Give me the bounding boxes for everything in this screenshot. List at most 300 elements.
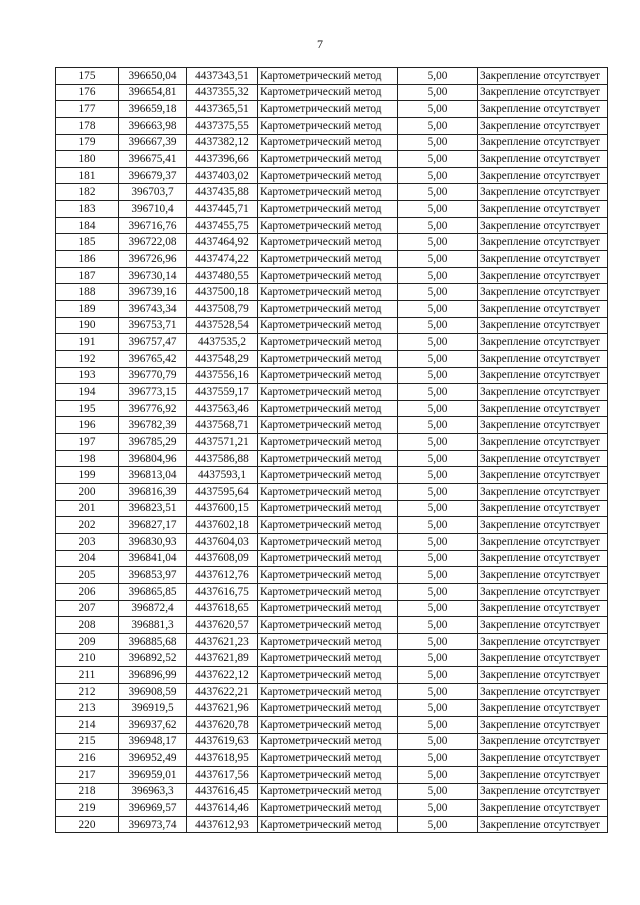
point-number-cell: 198 [56, 450, 119, 467]
accuracy-cell: 5,00 [398, 567, 478, 584]
point-number-cell: 178 [56, 117, 119, 134]
x-coordinate-cell: 396659,18 [119, 101, 187, 118]
fixation-cell: Закрепление отсутствует [478, 816, 608, 833]
fixation-cell: Закрепление отсутствует [478, 517, 608, 534]
method-cell: Картометрический метод [258, 484, 398, 501]
accuracy-cell: 5,00 [398, 167, 478, 184]
y-coordinate-cell: 4437622,12 [187, 667, 258, 684]
x-coordinate-cell: 396872,4 [119, 600, 187, 617]
fixation-cell: Закрепление отсутствует [478, 583, 608, 600]
fixation-cell: Закрепление отсутствует [478, 167, 608, 184]
y-coordinate-cell: 4437616,45 [187, 783, 258, 800]
x-coordinate-cell: 396919,5 [119, 700, 187, 717]
method-cell: Картометрический метод [258, 816, 398, 833]
method-cell: Картометрический метод [258, 533, 398, 550]
point-number-cell: 176 [56, 84, 119, 101]
table-row [56, 101, 608, 118]
y-coordinate-cell: 4437608,09 [187, 550, 258, 567]
y-coordinate-cell: 4437612,76 [187, 567, 258, 584]
coordinates-table [55, 67, 608, 833]
x-coordinate-cell: 396963,3 [119, 783, 187, 800]
x-coordinate-cell: 396948,17 [119, 733, 187, 750]
fixation-cell: Закрепление отсутствует [478, 267, 608, 284]
accuracy-cell: 5,00 [398, 750, 478, 767]
y-coordinate-cell: 4437556,16 [187, 367, 258, 384]
method-cell: Картометрический метод [258, 467, 398, 484]
fixation-cell: Закрепление отсутствует [478, 284, 608, 301]
method-cell: Картометрический метод [258, 134, 398, 151]
fixation-cell: Закрепление отсутствует [478, 450, 608, 467]
method-cell: Картометрический метод [258, 117, 398, 134]
accuracy-cell: 5,00 [398, 151, 478, 168]
method-cell: Картометрический метод [258, 350, 398, 367]
point-number-cell: 175 [56, 68, 119, 85]
y-coordinate-cell: 4437619,63 [187, 733, 258, 750]
method-cell: Картометрический метод [258, 600, 398, 617]
x-coordinate-cell: 396663,98 [119, 117, 187, 134]
x-coordinate-cell: 396853,97 [119, 567, 187, 584]
y-coordinate-cell: 4437455,75 [187, 217, 258, 234]
fixation-cell: Закрепление отсутствует [478, 766, 608, 783]
table-row [56, 151, 608, 168]
y-coordinate-cell: 4437622,21 [187, 683, 258, 700]
accuracy-cell: 5,00 [398, 500, 478, 517]
accuracy-cell: 5,00 [398, 766, 478, 783]
table-row [56, 217, 608, 234]
fixation-cell: Закрепление отсутствует [478, 617, 608, 634]
table-row [56, 816, 608, 833]
method-cell: Картометрический метод [258, 766, 398, 783]
fixation-cell: Закрепление отсутствует [478, 500, 608, 517]
point-number-cell: 209 [56, 633, 119, 650]
y-coordinate-cell: 4437621,23 [187, 633, 258, 650]
accuracy-cell: 5,00 [398, 300, 478, 317]
point-number-cell: 214 [56, 716, 119, 733]
y-coordinate-cell: 4437500,18 [187, 284, 258, 301]
table-row [56, 733, 608, 750]
x-coordinate-cell: 396773,15 [119, 384, 187, 401]
point-number-cell: 180 [56, 151, 119, 168]
y-coordinate-cell: 4437600,15 [187, 500, 258, 517]
table-row [56, 400, 608, 417]
fixation-cell: Закрепление отсутствует [478, 633, 608, 650]
y-coordinate-cell: 4437604,03 [187, 533, 258, 550]
x-coordinate-cell: 396885,68 [119, 633, 187, 650]
page-number: 7 [317, 37, 323, 51]
method-cell: Картометрический метод [258, 434, 398, 451]
accuracy-cell: 5,00 [398, 317, 478, 334]
y-coordinate-cell: 4437614,46 [187, 800, 258, 817]
x-coordinate-cell: 396952,49 [119, 750, 187, 767]
y-coordinate-cell: 4437617,56 [187, 766, 258, 783]
point-number-cell: 219 [56, 800, 119, 817]
table-row [56, 766, 608, 783]
y-coordinate-cell: 4437403,02 [187, 167, 258, 184]
accuracy-cell: 5,00 [398, 367, 478, 384]
fixation-cell: Закрепление отсутствует [478, 417, 608, 434]
fixation-cell: Закрепление отсутствует [478, 117, 608, 134]
table-row [56, 716, 608, 733]
table-row [56, 517, 608, 534]
fixation-cell: Закрепление отсутствует [478, 134, 608, 151]
y-coordinate-cell: 4437620,57 [187, 617, 258, 634]
method-cell: Картометрический метод [258, 217, 398, 234]
y-coordinate-cell: 4437568,71 [187, 417, 258, 434]
accuracy-cell: 5,00 [398, 617, 478, 634]
method-cell: Картометрический метод [258, 234, 398, 251]
x-coordinate-cell: 396908,59 [119, 683, 187, 700]
y-coordinate-cell: 4437435,88 [187, 184, 258, 201]
accuracy-cell: 5,00 [398, 184, 478, 201]
point-number-cell: 196 [56, 417, 119, 434]
fixation-cell: Закрепление отсутствует [478, 84, 608, 101]
point-number-cell: 203 [56, 533, 119, 550]
table-row [56, 167, 608, 184]
accuracy-cell: 5,00 [398, 683, 478, 700]
y-coordinate-cell: 4437480,55 [187, 267, 258, 284]
point-number-cell: 191 [56, 334, 119, 351]
method-cell: Картометрический метод [258, 650, 398, 667]
method-cell: Картометрический метод [258, 151, 398, 168]
method-cell: Картометрический метод [258, 617, 398, 634]
accuracy-cell: 5,00 [398, 101, 478, 118]
point-number-cell: 185 [56, 234, 119, 251]
y-coordinate-cell: 4437528,54 [187, 317, 258, 334]
method-cell: Картометрический метод [258, 251, 398, 268]
point-number-cell: 202 [56, 517, 119, 534]
point-number-cell: 194 [56, 384, 119, 401]
table-row [56, 617, 608, 634]
table-row [56, 600, 608, 617]
x-coordinate-cell: 396710,4 [119, 201, 187, 218]
method-cell: Картометрический метод [258, 800, 398, 817]
fixation-cell: Закрепление отсутствует [478, 367, 608, 384]
accuracy-cell: 5,00 [398, 234, 478, 251]
x-coordinate-cell: 396896,99 [119, 667, 187, 684]
point-number-cell: 206 [56, 583, 119, 600]
accuracy-cell: 5,00 [398, 384, 478, 401]
table-row [56, 317, 608, 334]
table-row [56, 334, 608, 351]
table-row [56, 367, 608, 384]
x-coordinate-cell: 396881,3 [119, 617, 187, 634]
table-row [56, 201, 608, 218]
method-cell: Картометрический метод [258, 700, 398, 717]
table-row [56, 134, 608, 151]
point-number-cell: 205 [56, 567, 119, 584]
y-coordinate-cell: 4437593,1 [187, 467, 258, 484]
method-cell: Картометрический метод [258, 517, 398, 534]
fixation-cell: Закрепление отсутствует [478, 667, 608, 684]
table-row [56, 500, 608, 517]
y-coordinate-cell: 4437445,71 [187, 201, 258, 218]
method-cell: Картометрический метод [258, 567, 398, 584]
method-cell: Картометрический метод [258, 783, 398, 800]
fixation-cell: Закрепление отсутствует [478, 600, 608, 617]
fixation-cell: Закрепление отсутствует [478, 400, 608, 417]
y-coordinate-cell: 4437571,21 [187, 434, 258, 451]
point-number-cell: 189 [56, 300, 119, 317]
method-cell: Картометрический метод [258, 450, 398, 467]
fixation-cell: Закрепление отсутствует [478, 800, 608, 817]
y-coordinate-cell: 4437548,29 [187, 350, 258, 367]
point-number-cell: 208 [56, 617, 119, 634]
method-cell: Картометрический метод [258, 267, 398, 284]
point-number-cell: 211 [56, 667, 119, 684]
table-row [56, 251, 608, 268]
table-row [56, 467, 608, 484]
fixation-cell: Закрепление отсутствует [478, 484, 608, 501]
table-row [56, 650, 608, 667]
fixation-cell: Закрепление отсутствует [478, 533, 608, 550]
y-coordinate-cell: 4437382,12 [187, 134, 258, 151]
table-row [56, 267, 608, 284]
x-coordinate-cell: 396722,08 [119, 234, 187, 251]
method-cell: Картометрический метод [258, 334, 398, 351]
table-row [56, 450, 608, 467]
table-row [56, 750, 608, 767]
method-cell: Картометрический метод [258, 201, 398, 218]
accuracy-cell: 5,00 [398, 583, 478, 600]
point-number-cell: 187 [56, 267, 119, 284]
table-row [56, 533, 608, 550]
x-coordinate-cell: 396765,42 [119, 350, 187, 367]
method-cell: Картометрический метод [258, 583, 398, 600]
accuracy-cell: 5,00 [398, 417, 478, 434]
x-coordinate-cell: 396743,34 [119, 300, 187, 317]
point-number-cell: 181 [56, 167, 119, 184]
x-coordinate-cell: 396739,16 [119, 284, 187, 301]
table-row [56, 567, 608, 584]
x-coordinate-cell: 396823,51 [119, 500, 187, 517]
accuracy-cell: 5,00 [398, 400, 478, 417]
coordinates-table-body [56, 68, 608, 833]
accuracy-cell: 5,00 [398, 284, 478, 301]
accuracy-cell: 5,00 [398, 450, 478, 467]
table-row [56, 700, 608, 717]
y-coordinate-cell: 4437535,2 [187, 334, 258, 351]
x-coordinate-cell: 396753,71 [119, 317, 187, 334]
accuracy-cell: 5,00 [398, 251, 478, 268]
y-coordinate-cell: 4437586,88 [187, 450, 258, 467]
accuracy-cell: 5,00 [398, 716, 478, 733]
point-number-cell: 215 [56, 733, 119, 750]
y-coordinate-cell: 4437595,64 [187, 484, 258, 501]
accuracy-cell: 5,00 [398, 201, 478, 218]
point-number-cell: 188 [56, 284, 119, 301]
x-coordinate-cell: 396892,52 [119, 650, 187, 667]
point-number-cell: 177 [56, 101, 119, 118]
y-coordinate-cell: 4437618,65 [187, 600, 258, 617]
method-cell: Картометрический метод [258, 300, 398, 317]
x-coordinate-cell: 396785,29 [119, 434, 187, 451]
point-number-cell: 212 [56, 683, 119, 700]
point-number-cell: 192 [56, 350, 119, 367]
x-coordinate-cell: 396770,79 [119, 367, 187, 384]
fixation-cell: Закрепление отсутствует [478, 750, 608, 767]
method-cell: Картометрический метод [258, 633, 398, 650]
accuracy-cell: 5,00 [398, 350, 478, 367]
fixation-cell: Закрепление отсутствует [478, 251, 608, 268]
point-number-cell: 213 [56, 700, 119, 717]
x-coordinate-cell: 396716,76 [119, 217, 187, 234]
table-row [56, 800, 608, 817]
point-number-cell: 200 [56, 484, 119, 501]
y-coordinate-cell: 4437618,95 [187, 750, 258, 767]
fixation-cell: Закрепление отсутствует [478, 716, 608, 733]
accuracy-cell: 5,00 [398, 633, 478, 650]
y-coordinate-cell: 4437620,78 [187, 716, 258, 733]
x-coordinate-cell: 396703,7 [119, 184, 187, 201]
accuracy-cell: 5,00 [398, 667, 478, 684]
table-row [56, 68, 608, 85]
method-cell: Картометрический метод [258, 667, 398, 684]
x-coordinate-cell: 396973,74 [119, 816, 187, 833]
x-coordinate-cell: 396816,39 [119, 484, 187, 501]
accuracy-cell: 5,00 [398, 650, 478, 667]
x-coordinate-cell: 396804,96 [119, 450, 187, 467]
table-row [56, 583, 608, 600]
y-coordinate-cell: 4437508,79 [187, 300, 258, 317]
point-number-cell: 186 [56, 251, 119, 268]
x-coordinate-cell: 396830,93 [119, 533, 187, 550]
y-coordinate-cell: 4437559,17 [187, 384, 258, 401]
table-row [56, 633, 608, 650]
table-row [56, 284, 608, 301]
x-coordinate-cell: 396827,17 [119, 517, 187, 534]
point-number-cell: 183 [56, 201, 119, 218]
method-cell: Картометрический метод [258, 284, 398, 301]
method-cell: Картометрический метод [258, 101, 398, 118]
table-row [56, 667, 608, 684]
x-coordinate-cell: 396730,14 [119, 267, 187, 284]
point-number-cell: 197 [56, 434, 119, 451]
point-number-cell: 190 [56, 317, 119, 334]
method-cell: Картометрический метод [258, 68, 398, 85]
y-coordinate-cell: 4437612,93 [187, 816, 258, 833]
fixation-cell: Закрепление отсутствует [478, 101, 608, 118]
y-coordinate-cell: 4437602,18 [187, 517, 258, 534]
accuracy-cell: 5,00 [398, 467, 478, 484]
accuracy-cell: 5,00 [398, 800, 478, 817]
y-coordinate-cell: 4437621,96 [187, 700, 258, 717]
method-cell: Картометрический метод [258, 733, 398, 750]
table-row [56, 484, 608, 501]
method-cell: Картометрический метод [258, 550, 398, 567]
point-number-cell: 204 [56, 550, 119, 567]
method-cell: Картометрический метод [258, 417, 398, 434]
table-row [56, 84, 608, 101]
point-number-cell: 182 [56, 184, 119, 201]
y-coordinate-cell: 4437375,55 [187, 117, 258, 134]
accuracy-cell: 5,00 [398, 134, 478, 151]
fixation-cell: Закрепление отсутствует [478, 68, 608, 85]
table-row [56, 550, 608, 567]
x-coordinate-cell: 396667,39 [119, 134, 187, 151]
fixation-cell: Закрепление отсутствует [478, 434, 608, 451]
point-number-cell: 184 [56, 217, 119, 234]
fixation-cell: Закрепление отсутствует [478, 467, 608, 484]
table-row [56, 434, 608, 451]
accuracy-cell: 5,00 [398, 816, 478, 833]
method-cell: Картометрический метод [258, 84, 398, 101]
accuracy-cell: 5,00 [398, 733, 478, 750]
point-number-cell: 217 [56, 766, 119, 783]
fixation-cell: Закрепление отсутствует [478, 334, 608, 351]
point-number-cell: 193 [56, 367, 119, 384]
point-number-cell: 207 [56, 600, 119, 617]
fixation-cell: Закрепление отсутствует [478, 567, 608, 584]
fixation-cell: Закрепление отсутствует [478, 350, 608, 367]
table-row [56, 350, 608, 367]
fixation-cell: Закрепление отсутствует [478, 700, 608, 717]
y-coordinate-cell: 4437616,75 [187, 583, 258, 600]
fixation-cell: Закрепление отсутствует [478, 733, 608, 750]
accuracy-cell: 5,00 [398, 334, 478, 351]
fixation-cell: Закрепление отсутствует [478, 783, 608, 800]
point-number-cell: 220 [56, 816, 119, 833]
y-coordinate-cell: 4437396,66 [187, 151, 258, 168]
accuracy-cell: 5,00 [398, 517, 478, 534]
accuracy-cell: 5,00 [398, 550, 478, 567]
method-cell: Картометрический метод [258, 750, 398, 767]
method-cell: Картометрический метод [258, 400, 398, 417]
accuracy-cell: 5,00 [398, 700, 478, 717]
fixation-cell: Закрепление отсутствует [478, 151, 608, 168]
y-coordinate-cell: 4437474,22 [187, 251, 258, 268]
accuracy-cell: 5,00 [398, 434, 478, 451]
x-coordinate-cell: 396776,92 [119, 400, 187, 417]
fixation-cell: Закрепление отсутствует [478, 384, 608, 401]
x-coordinate-cell: 396654,81 [119, 84, 187, 101]
x-coordinate-cell: 396959,01 [119, 766, 187, 783]
accuracy-cell: 5,00 [398, 600, 478, 617]
point-number-cell: 218 [56, 783, 119, 800]
y-coordinate-cell: 4437343,51 [187, 68, 258, 85]
method-cell: Картометрический метод [258, 167, 398, 184]
x-coordinate-cell: 396679,37 [119, 167, 187, 184]
table-row [56, 117, 608, 134]
accuracy-cell: 5,00 [398, 533, 478, 550]
accuracy-cell: 5,00 [398, 217, 478, 234]
accuracy-cell: 5,00 [398, 84, 478, 101]
accuracy-cell: 5,00 [398, 783, 478, 800]
y-coordinate-cell: 4437365,51 [187, 101, 258, 118]
x-coordinate-cell: 396726,96 [119, 251, 187, 268]
point-number-cell: 179 [56, 134, 119, 151]
x-coordinate-cell: 396813,04 [119, 467, 187, 484]
y-coordinate-cell: 4437621,89 [187, 650, 258, 667]
method-cell: Картометрический метод [258, 716, 398, 733]
method-cell: Картометрический метод [258, 367, 398, 384]
method-cell: Картометрический метод [258, 184, 398, 201]
method-cell: Картометрический метод [258, 317, 398, 334]
y-coordinate-cell: 4437355,32 [187, 84, 258, 101]
table-row [56, 184, 608, 201]
x-coordinate-cell: 396969,57 [119, 800, 187, 817]
fixation-cell: Закрепление отсутствует [478, 683, 608, 700]
accuracy-cell: 5,00 [398, 117, 478, 134]
x-coordinate-cell: 396937,62 [119, 716, 187, 733]
point-number-cell: 195 [56, 400, 119, 417]
x-coordinate-cell: 396675,41 [119, 151, 187, 168]
fixation-cell: Закрепление отсутствует [478, 550, 608, 567]
method-cell: Картометрический метод [258, 683, 398, 700]
method-cell: Картометрический метод [258, 384, 398, 401]
point-number-cell: 199 [56, 467, 119, 484]
fixation-cell: Закрепление отсутствует [478, 300, 608, 317]
fixation-cell: Закрепление отсутствует [478, 650, 608, 667]
